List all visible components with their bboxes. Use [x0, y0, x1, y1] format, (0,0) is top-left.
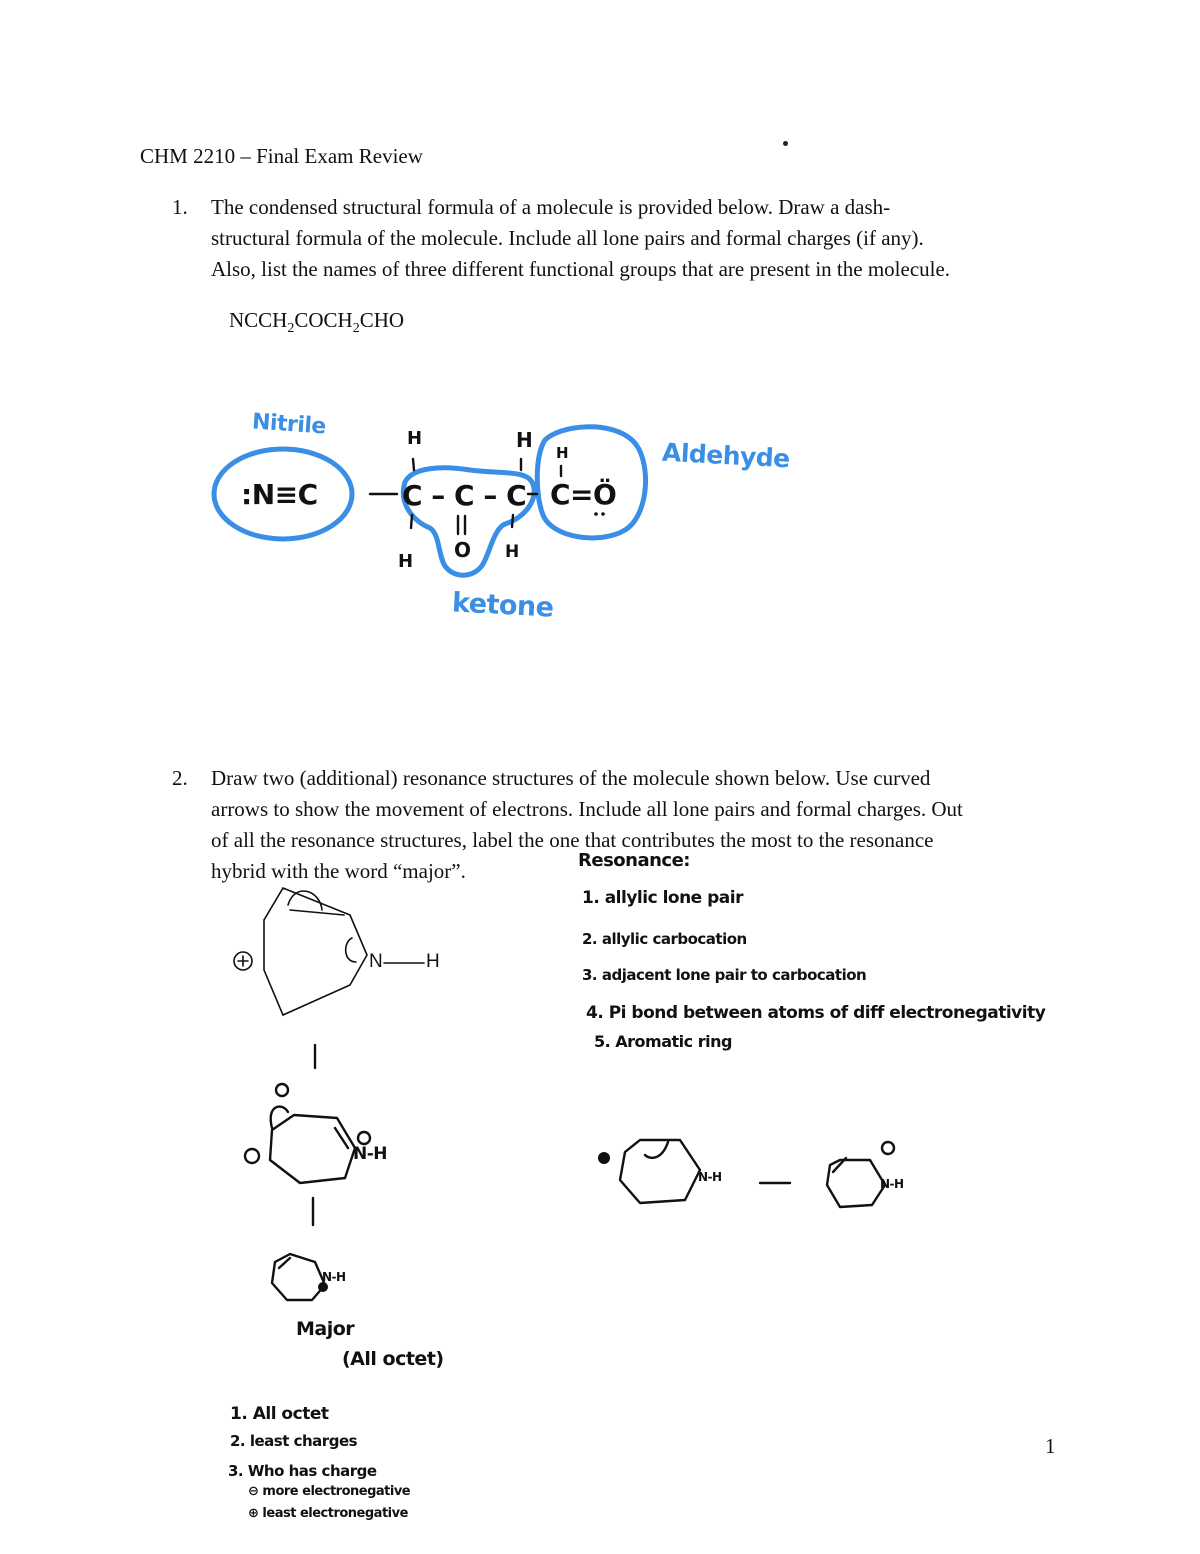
q1-line: Also, list the names of three different functional groups that are present in the molecule. [211, 257, 951, 281]
resonance-item: 2. allylic carbocation [582, 930, 747, 948]
nh-label: N-H [322, 1270, 346, 1284]
h-atom: H [426, 951, 440, 972]
major-rule: 3. Who has charge [228, 1462, 377, 1480]
label-aldehyde: Aldehyde [661, 437, 791, 474]
resonance-item: 4. Pi bond between atoms of diff electronegativity [586, 1003, 1046, 1023]
ring-2 [270, 1115, 355, 1183]
major-note: (All octet) [342, 1348, 444, 1370]
negative-charge-2 [276, 1084, 288, 1096]
ketone-oxygen: O [454, 538, 471, 562]
negative-charge-3 [245, 1149, 259, 1163]
q2-line: hybrid with the word “major”. [211, 859, 466, 883]
aldehyde-group: C=Ö [550, 478, 617, 511]
ring-4 [620, 1140, 700, 1203]
page-title: CHM 2210 – Final Exam Review [140, 144, 423, 168]
q2-line: of all the resonance structures, label the one that contributes the most to the resonance [211, 828, 934, 852]
q1-line: The condensed structural formula of a molecule is provided below. Draw a dash- [211, 195, 891, 219]
major-rule: ⊕ least electronegative [248, 1506, 408, 1521]
hydrogen-atom: H [505, 542, 519, 562]
curved-arrow-4 [645, 1142, 668, 1158]
label-nitrile: Nitrile [251, 409, 327, 440]
hydrogen-atom: H [398, 551, 413, 572]
q2-line: Draw two (additional) resonance structures of the molecule shown below. Use curved [211, 766, 931, 790]
major-rule: 2. least charges [230, 1432, 358, 1450]
ring-5 [827, 1160, 885, 1207]
curved-arrow-1 [288, 891, 322, 910]
n-atom: N [369, 951, 383, 972]
resonance-item: 1. allylic lone pair [582, 888, 743, 908]
positive-charge-5 [882, 1142, 894, 1154]
nh-label: N-H [698, 1170, 722, 1184]
page-number: 1 [1045, 1434, 1056, 1458]
major-rule: ⊖ more electronegative [248, 1484, 411, 1499]
q1-number: 1. [172, 195, 188, 219]
q1-line: structural formula of the molecule. Include all lone pairs and formal charges (if any). [211, 226, 924, 250]
hydrogen-atom: H [407, 428, 422, 449]
curved-arrow-2 [346, 938, 356, 962]
major-rule: 1. All octet [230, 1404, 329, 1424]
nh-label: N-H [880, 1177, 904, 1191]
nh-label: N-H [353, 1144, 388, 1164]
label-ketone: ketone [451, 587, 555, 624]
resonance-item: 3. adjacent lone pair to carbocation [582, 966, 867, 984]
resonance-item: 5. Aromatic ring [594, 1032, 732, 1051]
resonance-title: Resonance: [578, 850, 690, 871]
double-bond-1 [290, 910, 344, 915]
charge-4 [598, 1152, 610, 1164]
positive-charge-2 [358, 1132, 370, 1144]
hydrogen-atom: H [556, 444, 569, 462]
q2-line: arrows to show the movement of electrons. Include all lone pairs and formal charges. Out [211, 797, 963, 821]
nitrile-group: :N≡C [241, 478, 318, 511]
ring-3 [272, 1254, 325, 1300]
hydrogen-atom: H [516, 428, 533, 452]
carbon-chain: C – C – C [402, 479, 527, 512]
condensed-formula: $NCCH_2COCH_2CHO$ [229, 308, 405, 337]
ring-1 [264, 888, 367, 1015]
major-label: Major [296, 1318, 355, 1340]
q2-number: 2. [172, 766, 188, 790]
